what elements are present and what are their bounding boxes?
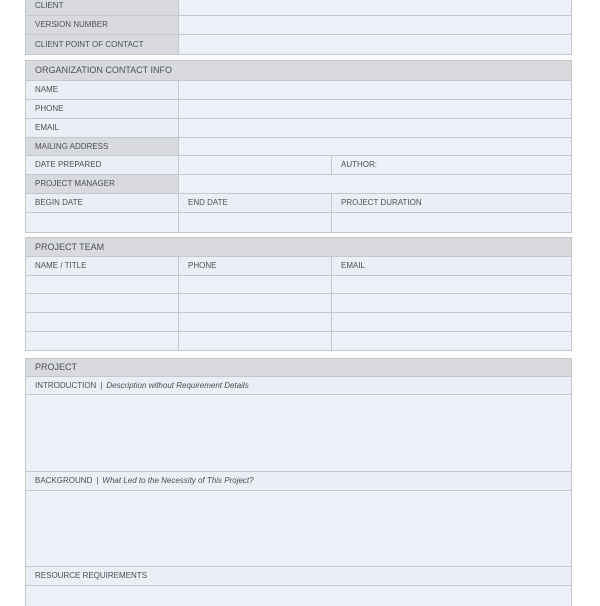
author-field[interactable]: AUTHOR: bbox=[332, 156, 571, 174]
date-prepared-label: DATE PREPARED bbox=[26, 156, 179, 174]
resource-requirements-field[interactable] bbox=[26, 586, 571, 606]
org-contact-header bbox=[26, 61, 571, 81]
background-field-row bbox=[26, 491, 571, 567]
background-label-text: BACKGROUND bbox=[35, 476, 93, 485]
team-name-field[interactable] bbox=[26, 276, 179, 293]
project-title: PROJECT bbox=[26, 359, 571, 376]
project-duration-field[interactable] bbox=[332, 213, 571, 232]
end-date-field[interactable] bbox=[179, 213, 332, 232]
project-team-title: PROJECT TEAM bbox=[26, 238, 571, 256]
background-field[interactable] bbox=[26, 491, 571, 566]
table-row bbox=[26, 294, 571, 313]
table-row bbox=[26, 276, 571, 294]
client-contact-row bbox=[26, 35, 571, 54]
table-row bbox=[26, 313, 571, 332]
team-email-field[interactable] bbox=[332, 313, 571, 331]
team-name-field[interactable] bbox=[26, 313, 179, 331]
org-email-label: EMAIL bbox=[26, 119, 179, 137]
project-manager-label: PROJECT MANAGER bbox=[26, 175, 179, 193]
date-prepared-field[interactable] bbox=[179, 156, 332, 174]
introduction-label bbox=[26, 377, 571, 394]
version-number-row bbox=[26, 16, 571, 35]
client-contact-field[interactable] bbox=[179, 35, 571, 54]
org-phone-field[interactable] bbox=[179, 100, 571, 118]
team-email-field[interactable] bbox=[332, 332, 571, 350]
team-phone-field[interactable] bbox=[179, 294, 332, 312]
project-table bbox=[25, 358, 572, 606]
org-name-label: NAME bbox=[26, 81, 179, 99]
client-label: CLIENT bbox=[26, 0, 179, 15]
version-number-label: VERSION NUMBER bbox=[26, 16, 179, 34]
background-label bbox=[26, 472, 571, 490]
team-phone-field[interactable] bbox=[179, 276, 332, 293]
org-email-row bbox=[26, 119, 571, 138]
team-name-field[interactable] bbox=[26, 332, 179, 350]
org-phone-row bbox=[26, 100, 571, 119]
org-name-row bbox=[26, 81, 571, 100]
client-contact-label: CLIENT POINT OF CONTACT bbox=[26, 35, 179, 54]
client-row bbox=[26, 0, 571, 16]
team-phone-field[interactable] bbox=[179, 332, 332, 350]
team-phone-field[interactable] bbox=[179, 313, 332, 331]
introduction-hint: Description without Requirement Details bbox=[106, 380, 249, 390]
project-duration-label: PROJECT DURATION bbox=[332, 194, 571, 212]
project-team-table bbox=[25, 237, 572, 351]
org-phone-label: PHONE bbox=[26, 100, 179, 118]
org-name-field[interactable] bbox=[179, 81, 571, 99]
table-row bbox=[26, 332, 571, 350]
date-prepared-row bbox=[26, 156, 571, 175]
introduction-field[interactable] bbox=[26, 395, 571, 471]
begin-date-field[interactable] bbox=[26, 213, 179, 232]
introduction-field-row bbox=[26, 395, 571, 472]
resource-requirements-label: RESOURCE REQUIREMENTS bbox=[26, 567, 571, 585]
org-mailing-row bbox=[26, 138, 571, 156]
team-email-field[interactable] bbox=[332, 276, 571, 293]
resource-field-row bbox=[26, 586, 571, 606]
project-team-header bbox=[26, 238, 571, 257]
org-email-field[interactable] bbox=[179, 119, 571, 137]
dates-header-row bbox=[26, 194, 571, 213]
background-hint: What Led to the Necessity of This Project? bbox=[102, 476, 254, 485]
team-email-field[interactable] bbox=[332, 294, 571, 312]
resource-label-row bbox=[26, 567, 571, 586]
introduction-label-row bbox=[26, 377, 571, 395]
org-contact-title: ORGANIZATION CONTACT INFO bbox=[26, 61, 571, 80]
organization-contact-table bbox=[25, 60, 572, 233]
team-col-name-title: NAME / TITLE bbox=[26, 257, 179, 275]
begin-date-label: BEGIN DATE bbox=[26, 194, 179, 212]
project-manager-row bbox=[26, 175, 571, 194]
team-col-phone: PHONE bbox=[179, 257, 332, 275]
team-name-field[interactable] bbox=[26, 294, 179, 312]
version-number-field[interactable] bbox=[179, 16, 571, 34]
mailing-address-field[interactable] bbox=[179, 138, 571, 155]
background-label-row bbox=[26, 472, 571, 491]
introduction-separator: | bbox=[100, 380, 103, 390]
mailing-address-label: MAILING ADDRESS bbox=[26, 138, 179, 155]
client-field[interactable] bbox=[179, 0, 571, 15]
team-columns-row bbox=[26, 257, 571, 276]
introduction-label-text: INTRODUCTION bbox=[35, 380, 97, 390]
end-date-label: END DATE bbox=[179, 194, 332, 212]
team-col-email: EMAIL bbox=[332, 257, 571, 275]
project-header bbox=[26, 359, 571, 377]
dates-input-row bbox=[26, 213, 571, 232]
project-manager-field[interactable] bbox=[179, 175, 571, 193]
background-separator: | bbox=[96, 476, 99, 485]
client-info-table bbox=[25, 0, 572, 55]
